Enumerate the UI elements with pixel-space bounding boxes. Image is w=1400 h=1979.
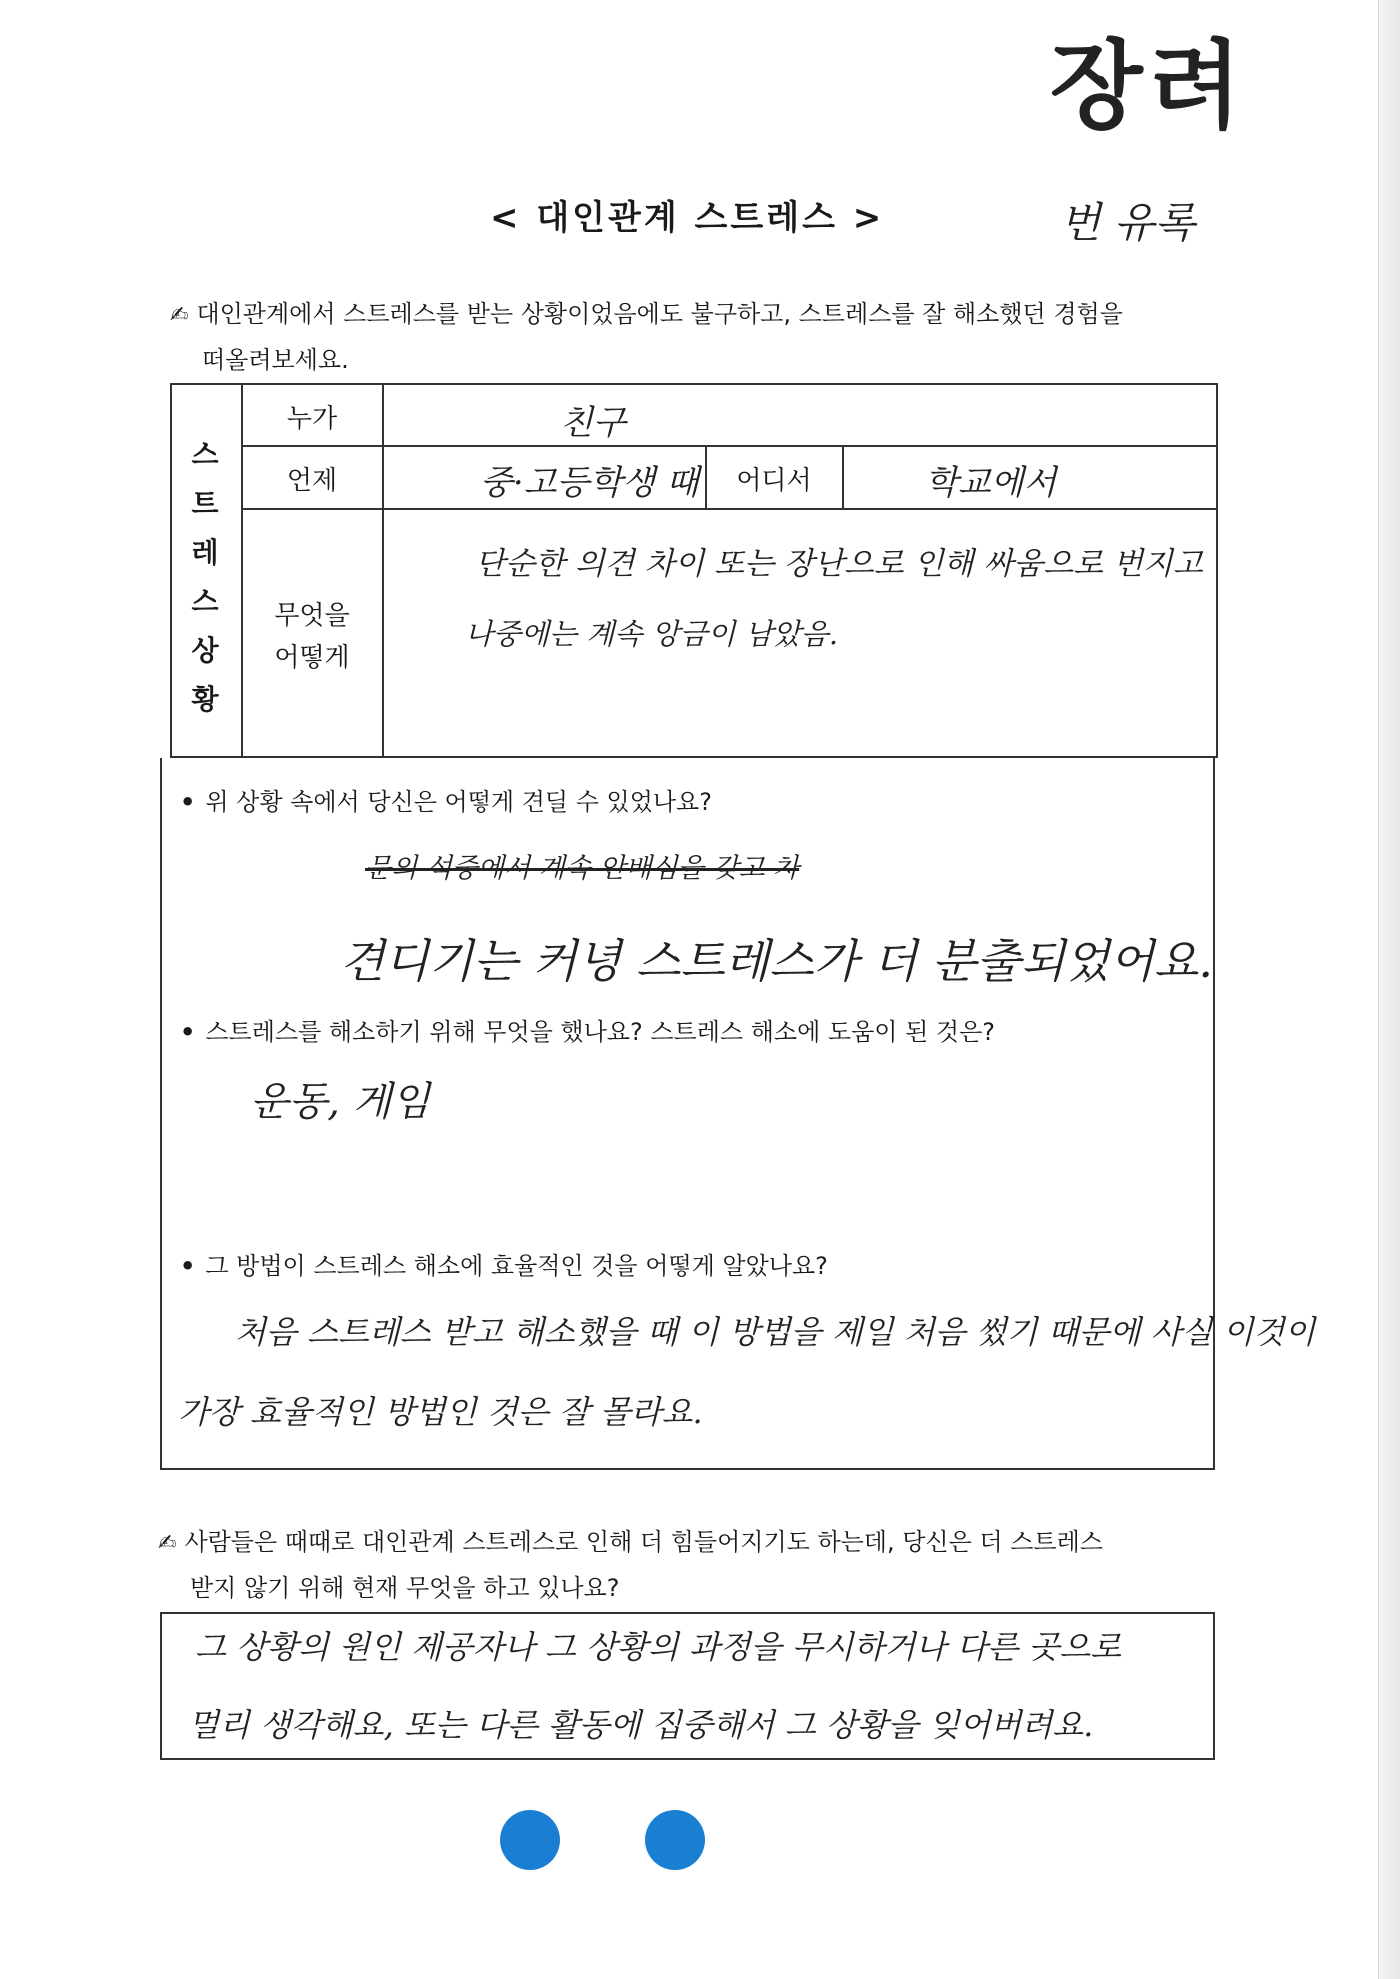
table-divider bbox=[241, 383, 243, 758]
question-2: • 스트레스를 해소하기 위해 무엇을 했나요? 스트레스 해소에 도움이 된 것은? bbox=[180, 1018, 995, 1046]
table-divider bbox=[241, 508, 1218, 510]
handwritten-name: 장려 bbox=[1050, 30, 1248, 142]
who-label: 누가 bbox=[286, 404, 338, 434]
what-value-line-1: 단순한 의견 차이 또는 장난으로 인해 싸움으로 번지고 bbox=[475, 546, 1203, 582]
crossed-out-answer: 문의 석중에서 계속 안배심을 갖고 차 bbox=[365, 853, 800, 884]
table-divider bbox=[842, 445, 844, 508]
final-answer-line-2: 멀리 생각해요, 또는 다른 활동에 집중해서 그 상황을 잊어버려요. bbox=[188, 1706, 1094, 1744]
prompt-2 bbox=[158, 1520, 1103, 1610]
where-value: 학교에서 bbox=[925, 463, 1057, 503]
stress-situation-label: 스 트 레 스 상 황 bbox=[191, 438, 219, 716]
answer-1: 견디기는 커녕 스트레스가 더 분출되었어요. bbox=[340, 934, 1213, 988]
what-value-line-2: 나중에는 계속 앙금이 남았음. bbox=[465, 617, 839, 651]
question-3: • 그 방법이 스트레스 해소에 효율적인 것을 어떻게 알았나요? bbox=[180, 1252, 828, 1280]
page-title: < 대인관계 스트레스 > bbox=[490, 198, 885, 238]
question-1: • 위 상황 속에서 당신은 어떻게 견딜 수 있었나요? bbox=[180, 788, 712, 816]
prompt-2-line-2: 받지 않기 위해 현재 무엇을 하고 있나요? bbox=[190, 1574, 620, 1602]
final-answer-line-1: 그 상황의 원인 제공자나 그 상황의 과정을 무시하거나 다른 곳으로 bbox=[195, 1628, 1122, 1666]
answer-3-line-1: 처음 스트레스 받고 해소했을 때 이 방법을 제일 처음 썼기 때문에 사실 이것이 bbox=[235, 1313, 1316, 1351]
what-label: 무엇을 어떻게 bbox=[274, 601, 350, 673]
prompt-1-line-1: 대인관계에서 스트레스를 받는 상황이었음에도 불구하고, 스트레스를 잘 해소했던 경험을 bbox=[196, 300, 1123, 328]
answer-2: 운동, 게임 bbox=[250, 1079, 430, 1125]
prompt-1 bbox=[170, 292, 1123, 382]
bullet: • bbox=[180, 788, 196, 816]
pencil-icon: ✍ bbox=[170, 303, 189, 328]
when-value: 중·고등학생 때 bbox=[480, 463, 699, 503]
corner-note: 번 유록 bbox=[1060, 198, 1196, 247]
binder-hole-icon bbox=[500, 1810, 560, 1870]
page-edge bbox=[1378, 0, 1400, 1979]
table-divider bbox=[382, 383, 384, 758]
bullet: • bbox=[180, 1018, 196, 1046]
pencil-icon: ✍ bbox=[158, 1531, 177, 1556]
prompt-1-line-2: 떠올려보세요. bbox=[202, 346, 349, 374]
bullet: • bbox=[180, 1252, 196, 1280]
answer-3-line-2: 가장 효율적인 방법인 것은 잘 몰라요. bbox=[178, 1393, 703, 1431]
when-label: 언제 bbox=[286, 466, 338, 496]
prompt-2-line-1: 사람들은 때때로 대인관계 스트레스로 인해 더 힘들어지기도 하는데, 당신은 더 스트레스 bbox=[184, 1528, 1103, 1556]
where-label: 어디서 bbox=[736, 466, 812, 496]
who-value: 친구 bbox=[560, 403, 626, 443]
table-divider bbox=[241, 445, 1218, 447]
binder-hole-icon bbox=[645, 1810, 705, 1870]
